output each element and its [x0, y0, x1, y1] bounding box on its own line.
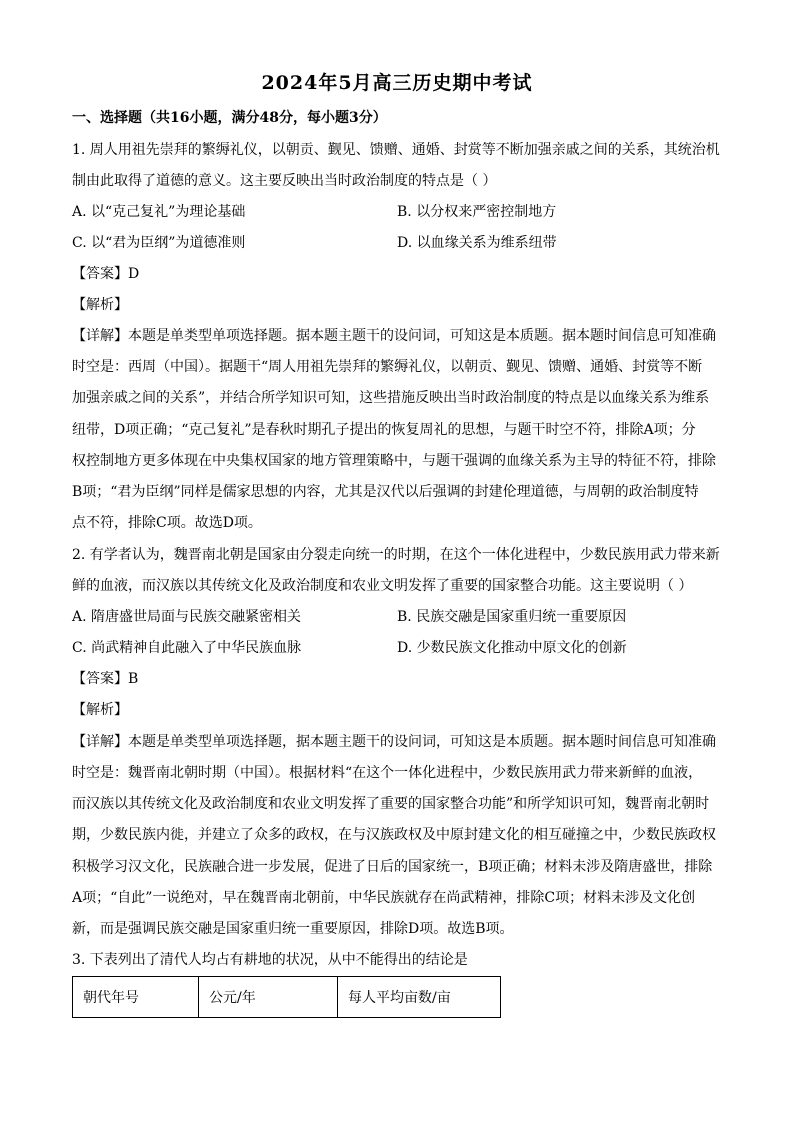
q2-answer: 【答案】B: [72, 671, 139, 687]
q1-detail-line-4: 纽带，D项正确；“克己复礼”是春秋时期孔子提出的恢复周礼的思想，与题干时空不符，排除A项；分: [72, 422, 696, 438]
q2-stem-line-1: 2. 有学者认为，魏晋南北朝是国家由分裂走向统一的时期，在这个一体化进程中，少数民族用武力带来新: [72, 547, 720, 563]
q2-option-d: D. 少数民族文化推动中原文化的创新: [397, 640, 627, 656]
q1-option-a: A. 以“克己复礼”为理论基础: [72, 204, 246, 220]
table-header-cell: 朝代年号: [73, 977, 199, 1018]
q2-detail-line-7: 新，而是强调民族交融是国家重归统一重要原因，排除D项。故选B项。: [72, 921, 514, 937]
q1-detail-line-3: 加强亲戚之间的关系”，并结合所学知识可知，这些措施反映出当时政治制度的特点是以血缘关系为维系: [72, 390, 710, 406]
q2-detail-line-2: 时空是：魏晋南北朝时期（中国）。根据材料“在这个一体化进程中，少数民族用武力带来新鲜的血液，: [72, 765, 703, 781]
q2-detail-line-6: A项；“自此”一说绝对，早在魏晋南北朝前，中华民族就存在尚武精神，排除C项；材料未涉及文化创: [72, 890, 696, 906]
q1-stem-line-1: 1. 周人用祖先崇拜的繁缛礼仪，以朝贡、觐见、馈赠、通婚、封赏等不断加强亲戚之间的关系，其统治机: [72, 142, 720, 158]
q1-option-b: B. 以分权来严密控制地方: [397, 204, 557, 220]
q1-stem-line-2: 制由此取得了道德的意义。这主要反映出当时政治制度的特点是（ ）: [72, 173, 497, 189]
q3-table: [72, 976, 501, 1018]
q2-detail-line-3: 而汉族以其传统文化及政治制度和农业文明发挥了重要的国家整合功能”和所学知识可知，魏晋南北朝时: [72, 796, 710, 812]
q2-detail-line-5: 积极学习汉文化，民族融合进一步发展，促进了日后的国家统一，B项正确；材料未涉及隋唐盛世，排除: [72, 859, 713, 875]
q2-option-a: A. 隋唐盛世局面与民族交融紧密相关: [72, 609, 302, 625]
q2-option-c: C. 尚武精神自此融入了中华民族血脉: [72, 640, 302, 656]
q2-option-b: B. 民族交融是国家重归统一重要原因: [397, 609, 627, 625]
q2-detail-line-1: 【详解】本题是单类型单项选择题，据本题主题干的设问词，可知这是本质题。据本题时间信息可知准确: [72, 734, 716, 750]
q1-detail-line-5: 权控制地方更多体现在中央集权国家的地方管理策略中，与题干强调的血缘关系为主导的特征不符，排除: [72, 453, 716, 469]
q2-detail-line-4: 期，少数民族内徙，并建立了众多的政权，在与汉族政权及中原封建文化的相互碰撞之中，少数民族政权: [72, 827, 716, 843]
q2-analysis-label: 【解析】: [72, 702, 128, 718]
q1-option-c: C. 以“君为臣纲”为道德准则: [72, 235, 246, 251]
q1-detail-line-7: 点不符，排除C项。故选D项。: [72, 515, 262, 531]
q1-detail-line-1: 【详解】本题是单类型单项选择题。据本题主题干的设问词，可知这是本质题。据本题时间信息可知准确: [72, 328, 716, 344]
table-header-cell: 公元/年: [199, 977, 338, 1018]
table-header-cell: 每人平均亩数/亩: [338, 977, 501, 1018]
q1-analysis-label: 【解析】: [72, 297, 128, 313]
q1-detail-line-6: B项；“君为臣纲”同样是儒家思想的内容，尤其是汉代以后强调的封建伦理道德，与周朝的政治制度特: [72, 484, 699, 500]
q2-stem-line-2: 鲜的血液，而汉族以其传统文化及政治制度和农业文明发挥了重要的国家整合功能。这主要说明（ ）: [72, 578, 693, 594]
section-heading: 一、选择题（共16小题，满分48分，每小题3分）: [72, 110, 387, 126]
q3-stem: 3. 下表列出了清代人均占有耕地的状况，从中不能得出的结论是: [72, 952, 468, 968]
page-title: 2024年5月高三历史期中考试: [261, 72, 533, 94]
q1-option-d: D. 以血缘关系为维系纽带: [397, 235, 557, 251]
table-row: [73, 977, 501, 1018]
q1-answer: 【答案】D: [72, 266, 140, 282]
q1-detail-line-2: 时空是：西周（中国）。据题干“周人用祖先崇拜的繁缛礼仪，以朝贡、觐见、馈赠、通婚、封赏等不断: [72, 359, 703, 375]
